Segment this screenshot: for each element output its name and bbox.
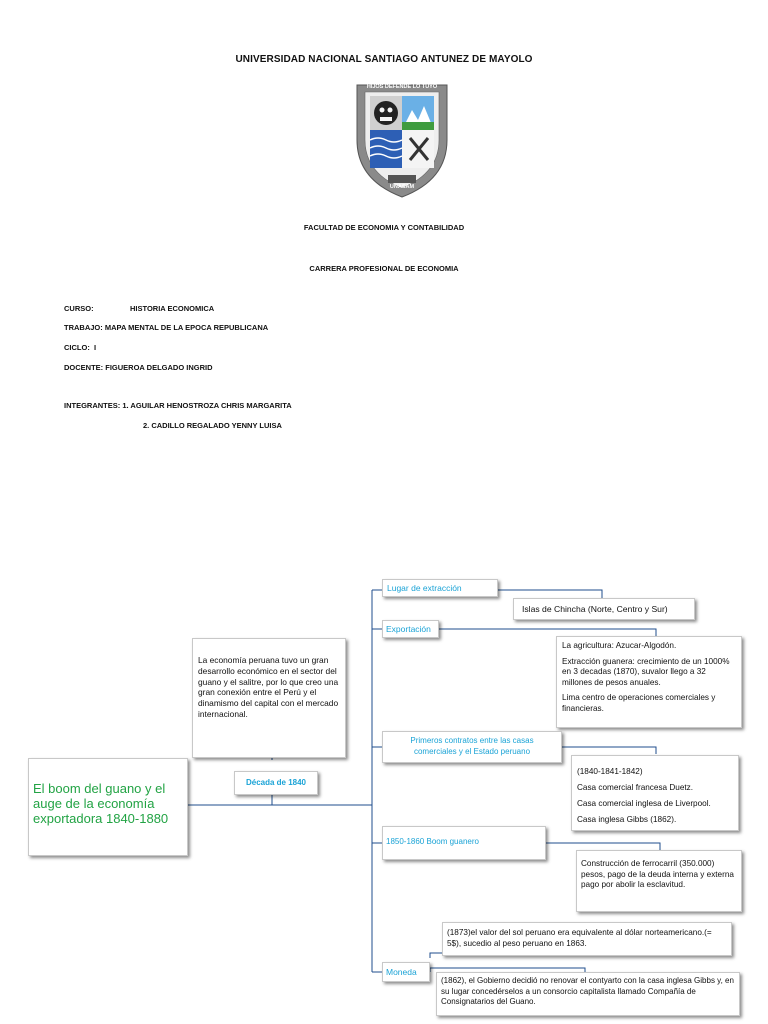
work-label: TRABAJO: <box>64 323 103 332</box>
contracts-item-1: Casa comercial francesa Duetz. <box>577 783 694 792</box>
contracts-years: (1840-1841-1842) <box>577 767 643 776</box>
main-topic-text: El boom del guano y el auge de la economía exportadora 1840-1880 <box>33 781 169 826</box>
teacher-label: DOCENTE: <box>64 363 104 372</box>
boom-detail-box <box>576 850 742 912</box>
cycle-value: I <box>94 343 97 352</box>
seal-top-text: HIJOS DEFENDE LO TUYO <box>366 84 438 90</box>
teacher-value: FIGUEROA DELGADO INGRID <box>105 363 213 372</box>
faculty-title: FACULTAD DE ECONOMIA Y CONTABILIDAD <box>303 223 465 232</box>
member-2: 2. CADILLO REGALADO YENNY LUISA <box>143 421 282 430</box>
branch-currency-label: Moneda <box>386 967 417 977</box>
seal-bottom-text: UNASAM <box>389 184 415 190</box>
contracts-detail-box <box>571 755 739 831</box>
course-value: HISTORIA ECONOMICA <box>130 304 215 313</box>
currency-detail-text-2: (1862), el Gobierno decidió no renovar el contyarto con la casa inglesa Gibbs y, en su lugar concedérselos a un consorcio capitalista llamado Compañía de Consignatarios del Guano. <box>441 976 734 1006</box>
export-detail-3: Lima centro de operaciones comerciales y financieras. <box>562 693 716 713</box>
decade-box <box>234 771 318 795</box>
main-topic-box <box>28 758 188 856</box>
members-label: INTEGRANTES: <box>64 401 121 410</box>
branch-export-label: Exportación <box>386 624 431 634</box>
decade-description-box <box>192 638 346 758</box>
contracts-item-2: Casa comercial inglesa de Liverpool. <box>577 799 711 808</box>
export-detail-2: Extracción guanera: crecimiento de un 1000% en 3 decadas (1870), suvalor llego a 32 millones de pesos anuales. <box>562 656 730 687</box>
member-1: 1. AGUILAR HENOSTROZA CHRIS MARGARITA <box>122 401 292 410</box>
branch-extraction-label: Lugar de extracción <box>387 583 462 593</box>
branch-currency <box>382 962 430 982</box>
decade-label: Década de 1840 <box>245 778 307 787</box>
branch-boom <box>382 826 546 860</box>
boom-detail-text: Construcción de ferrocarril (350.000) pesos, pago de la deuda interna y externa pago por abolir la esclavitud. <box>581 859 734 889</box>
branch-extraction <box>382 579 498 597</box>
currency-detail-box-1 <box>442 922 732 956</box>
export-detail-box <box>556 636 742 728</box>
branch-contracts <box>382 731 562 763</box>
course-label: CURSO: <box>64 304 94 313</box>
branch-boom-label: 1850-1860 Boom guanero <box>386 837 479 846</box>
branch-export <box>382 620 439 638</box>
decade-description-text: La economía peruana tuvo un gran desarrollo económico en el sector del guano y el salitre, por lo que creo una gran conexión entre el Perú y el dinamismo del capital con el mercado internacional. <box>198 655 339 719</box>
work-value: MAPA MENTAL DE LA EPOCA REPUBLICANA <box>104 323 269 332</box>
extraction-detail-box <box>513 598 695 620</box>
university-title: UNIVERSIDAD NACIONAL SANTIAGO ANTUNEZ DE MAYOLO <box>235 54 533 65</box>
currency-detail-box-2 <box>436 972 740 1016</box>
career-title: CARRERA PROFESIONAL DE ECONOMIA <box>309 264 459 273</box>
extraction-detail-text: Islas de Chincha (Norte, Centro y Sur) <box>522 604 668 614</box>
export-detail-1: La agricultura: Azucar-Algodón. <box>562 641 677 650</box>
contracts-item-3: Casa inglesa Gibbs (1862). <box>577 815 677 824</box>
currency-detail-text-1: (1873)el valor del sol peruano era equivalente al dólar norteamericano.(= 5$), sucedio al peso peruano en 1863. <box>447 928 712 948</box>
cycle-label: CICLO: <box>64 343 90 352</box>
branch-contracts-label: Primeros contratos entre las casas comerciales y el Estado peruano <box>410 736 534 756</box>
